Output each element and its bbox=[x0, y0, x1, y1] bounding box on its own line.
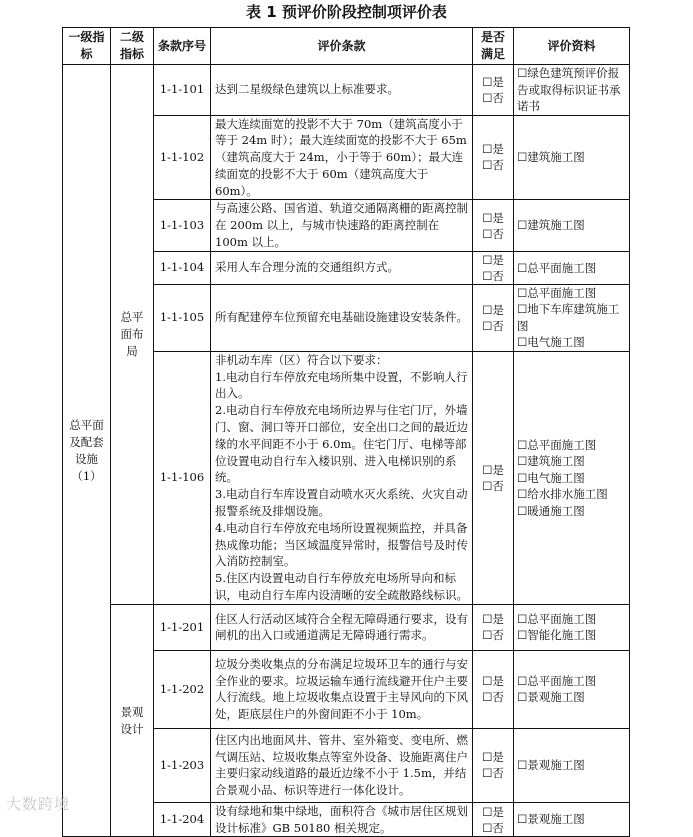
yes-checkbox[interactable]: ☐是 bbox=[482, 750, 504, 765]
level1-cell: 总平面及配套设施（1） bbox=[63, 65, 111, 837]
clause-code: 1-1-203 bbox=[154, 728, 211, 802]
material-checkbox[interactable]: ☐电气施工图 bbox=[517, 335, 585, 350]
yes-checkbox[interactable]: ☐是 bbox=[482, 462, 504, 477]
clause-line: 所有配建停车位预留充电基础设施建设安装条件。 bbox=[215, 310, 468, 325]
yes-checkbox[interactable]: ☐是 bbox=[482, 804, 504, 819]
satisfied-cell bbox=[473, 802, 514, 837]
material-checkbox[interactable]: ☐智能化施工图 bbox=[517, 628, 597, 643]
clause-code: 1-1-201 bbox=[154, 604, 211, 650]
material-checkbox[interactable]: ☐给水排水施工图 bbox=[517, 487, 608, 502]
header-code: 条款序号 bbox=[154, 28, 211, 65]
material-checkbox[interactable]: ☐暖通施工图 bbox=[517, 503, 585, 518]
material-checkbox[interactable]: ☐建筑施工图 bbox=[517, 150, 585, 165]
material-checkbox[interactable]: ☐绿色建筑预评价报告或取得标识证书承诺书 bbox=[517, 66, 621, 113]
header-satisfied: 是否满足 bbox=[473, 28, 514, 65]
clause-text bbox=[211, 604, 473, 650]
yes-checkbox[interactable]: ☐是 bbox=[482, 612, 504, 627]
satisfied-cell bbox=[473, 728, 514, 802]
clause-code: 1-1-103 bbox=[154, 200, 211, 251]
clause-code: 1-1-204 bbox=[154, 802, 211, 837]
clause-line: 达到二星级绿色建筑以上标准要求。 bbox=[215, 82, 399, 97]
yes-checkbox[interactable]: ☐是 bbox=[482, 302, 504, 317]
clause-line: 2.电动自行车停放充电场所边界与住宅门厅，外墙门、窗、洞口等开口部位，安全出口之间的最近边缘的水平间距不小于 6.0m。住宅门厅、电梯等部位设置电动自行车入楼识别、进入电梯识别的系统。 bbox=[215, 403, 468, 485]
satisfied-cell bbox=[473, 65, 514, 116]
material-checkbox[interactable]: ☐电气施工图 bbox=[517, 470, 585, 485]
material-checkbox[interactable]: ☐总平面施工图 bbox=[517, 611, 597, 626]
clause-text bbox=[211, 65, 473, 116]
clause-line: 垃圾分类收集点的分布满足垃圾环卫车的通行与安全作业的要求。垃圾运输车通行流线避开住户主要人行流线。地上垃圾收集点设置于主导风向的下风处，距底层住户的外窗间距不小于 10m。 bbox=[215, 656, 468, 722]
no-checkbox[interactable]: ☐否 bbox=[482, 318, 504, 333]
level2-cell: 景观设计 bbox=[111, 604, 154, 837]
satisfied-cell bbox=[473, 284, 514, 351]
clause-text bbox=[211, 284, 473, 351]
no-checkbox[interactable]: ☐否 bbox=[482, 478, 504, 493]
no-checkbox[interactable]: ☐否 bbox=[482, 820, 504, 835]
materials-cell bbox=[514, 284, 630, 351]
clause-line: 1.电动自行车停放充电场所集中设置，不影响人行出入。 bbox=[215, 369, 468, 401]
yes-checkbox[interactable]: ☐是 bbox=[482, 674, 504, 689]
clause-code: 1-1-104 bbox=[154, 251, 211, 284]
materials-cell bbox=[514, 728, 630, 802]
materials-cell bbox=[514, 650, 630, 728]
yes-checkbox[interactable]: ☐是 bbox=[482, 74, 504, 89]
yes-checkbox[interactable]: ☐是 bbox=[482, 252, 504, 267]
materials-cell bbox=[514, 351, 630, 604]
clause-text bbox=[211, 200, 473, 251]
header-clause: 评价条款 bbox=[211, 28, 473, 65]
clause-line: 设有绿地和集中绿地，面积符合《城市居住区规划设计标准》GB 50180 相关规定。 bbox=[215, 803, 468, 835]
satisfied-cell bbox=[473, 115, 514, 200]
satisfied-cell bbox=[473, 200, 514, 251]
materials-cell bbox=[514, 200, 630, 251]
no-checkbox[interactable]: ☐否 bbox=[482, 158, 504, 173]
no-checkbox[interactable]: ☐否 bbox=[482, 90, 504, 105]
satisfied-cell bbox=[473, 604, 514, 650]
no-checkbox[interactable]: ☐否 bbox=[482, 628, 504, 643]
yes-checkbox[interactable]: ☐是 bbox=[482, 210, 504, 225]
header-level1: 一级指标 bbox=[63, 28, 111, 65]
clause-line: 3.电动自行车库设置自动喷水灭火系统、火灾自动报警系统及排烟设施。 bbox=[215, 487, 468, 519]
materials-cell bbox=[514, 604, 630, 650]
watermark: 大数跨境 bbox=[6, 795, 71, 813]
level2-cell: 总平面布局 bbox=[111, 65, 154, 605]
clause-line: 采用人车合理分流的交通组织方式。 bbox=[215, 260, 399, 275]
clause-line: 4.电动自行车停放充电场所设置视频监控，并具备热成像功能；当区域温度异常时，报警信号及时传入消防控制室。 bbox=[215, 520, 468, 569]
clause-text bbox=[211, 251, 473, 284]
materials-cell bbox=[514, 115, 630, 200]
clause-line: 住区内出地面风井、管井、室外箱变、变电所、燃气调压站、垃圾收集点等室外设备、设施距离住户主要归家动线道路的最近边缘不小于 1.5m，并结合景观小品、标识等进行一体化设计。 bbox=[215, 732, 468, 798]
table-row bbox=[63, 604, 630, 650]
evaluation-table bbox=[62, 27, 630, 837]
table-row bbox=[63, 65, 630, 116]
no-checkbox[interactable]: ☐否 bbox=[482, 690, 504, 705]
material-checkbox[interactable]: ☐总平面施工图 bbox=[517, 260, 597, 275]
clause-line: 非机动车库（区）符合以下要求： bbox=[215, 352, 388, 367]
material-checkbox[interactable]: ☐景观施工图 bbox=[517, 758, 585, 773]
clause-code: 1-1-202 bbox=[154, 650, 211, 728]
material-checkbox[interactable]: ☐景观施工图 bbox=[517, 690, 585, 705]
no-checkbox[interactable]: ☐否 bbox=[482, 766, 504, 781]
material-checkbox[interactable]: ☐建筑施工图 bbox=[517, 218, 585, 233]
table-title: 表 1 预评价阶段控制项评价表 bbox=[246, 3, 447, 21]
material-checkbox[interactable]: ☐总平面施工图 bbox=[517, 437, 597, 452]
clause-code: 1-1-106 bbox=[154, 351, 211, 604]
clause-text bbox=[211, 802, 473, 837]
clause-code: 1-1-101 bbox=[154, 65, 211, 116]
material-checkbox[interactable]: ☐总平面施工图 bbox=[517, 673, 597, 688]
header-level2: 二级指标 bbox=[111, 28, 154, 65]
header-row bbox=[63, 28, 630, 65]
satisfied-cell bbox=[473, 650, 514, 728]
clause-line: 最大连续面宽的投影不大于 70m（建筑高度小于等于 24m 时）；最大连续面宽的投影不大于 65m（建筑高度大于 24m，小于等于 60m）；最大连续面宽的投影不大于 60m（建筑高度大于 60m）。 bbox=[215, 116, 467, 198]
clause-line: 5.住区内设置电动自行车停放充电场所导向和标识，电动自行车库内设清晰的安全疏散路线标识。 bbox=[215, 571, 468, 603]
clause-text bbox=[211, 728, 473, 802]
material-checkbox[interactable]: ☐总平面施工图 bbox=[517, 285, 597, 300]
satisfied-cell bbox=[473, 351, 514, 604]
clause-line: 住区人行活动区域符合全程无障碍通行要求，设有闸机的出入口或通道满足无障碍通行需求。 bbox=[215, 611, 468, 643]
materials-cell bbox=[514, 251, 630, 284]
material-checkbox[interactable]: ☐景观施工图 bbox=[517, 812, 585, 827]
clause-code: 1-1-102 bbox=[154, 115, 211, 200]
satisfied-cell bbox=[473, 251, 514, 284]
clause-code: 1-1-105 bbox=[154, 284, 211, 351]
materials-cell bbox=[514, 65, 630, 116]
no-checkbox[interactable]: ☐否 bbox=[482, 268, 504, 283]
no-checkbox[interactable]: ☐否 bbox=[482, 226, 504, 241]
clause-text bbox=[211, 650, 473, 728]
clause-text bbox=[211, 351, 473, 604]
material-checkbox[interactable]: ☐地下车库建筑施工图 bbox=[517, 302, 620, 333]
materials-cell bbox=[514, 802, 630, 837]
yes-checkbox[interactable]: ☐是 bbox=[482, 142, 504, 157]
clause-line: 与高速公路、国省道、轨道交通隔离栅的距离控制在 200m 以上，与城市快速路的距离控制在 100m 以上。 bbox=[215, 201, 468, 250]
header-materials: 评价资料 bbox=[514, 28, 630, 65]
material-checkbox[interactable]: ☐建筑施工图 bbox=[517, 454, 585, 469]
clause-text bbox=[211, 115, 473, 200]
